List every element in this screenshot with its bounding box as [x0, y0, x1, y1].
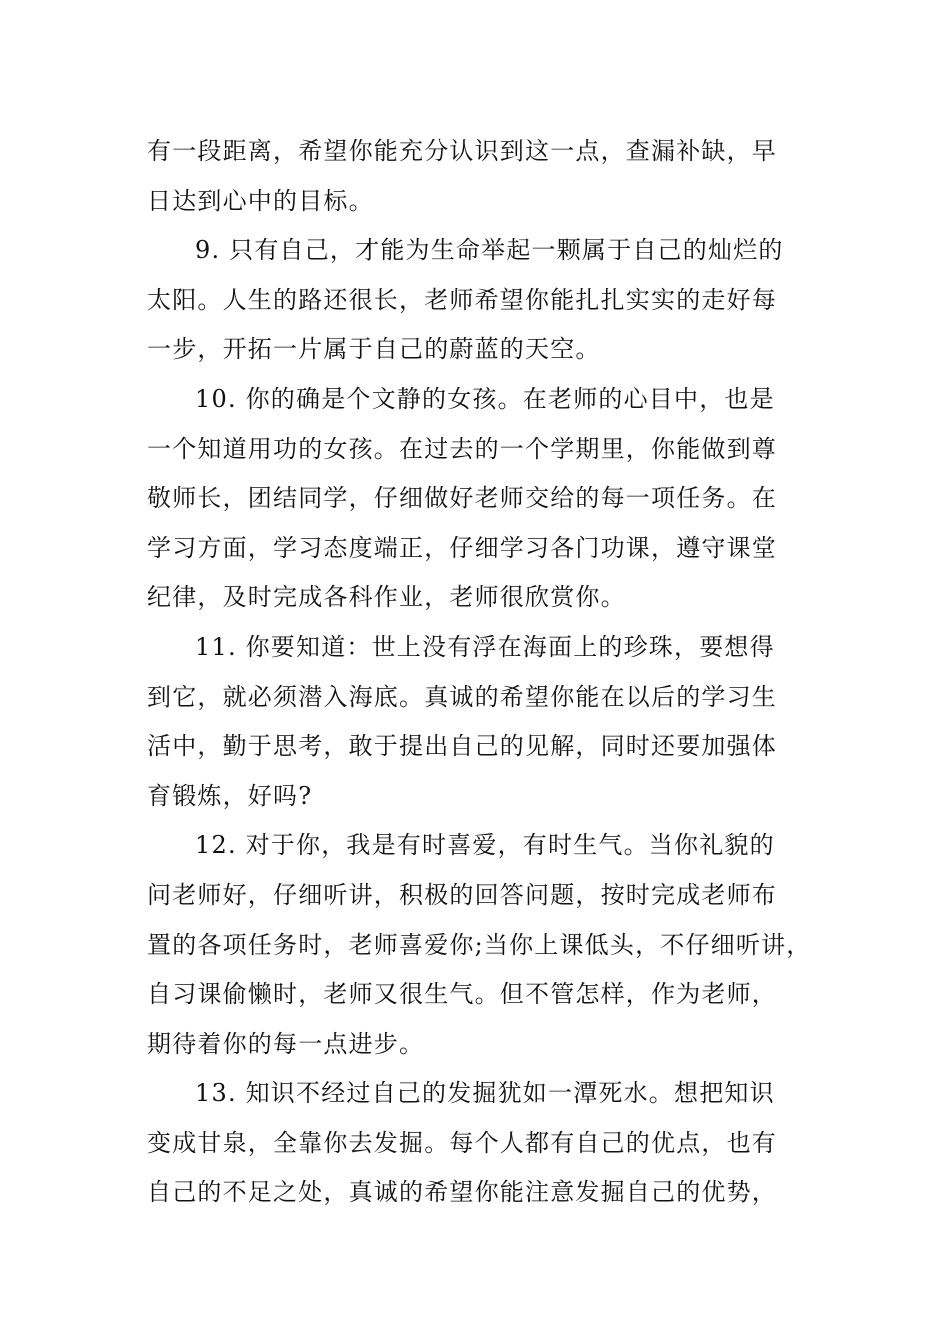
text-line: 学习方面，学习态度端正，仔细学习各门功课，遵守课堂	[147, 533, 777, 562]
text-line: 自习课偷懒时，老师又很生气。但不管怎样，作为老师，	[147, 980, 777, 1009]
text-line: 问老师好，仔细听讲，积极的回答问题，按时完成老师布	[147, 880, 777, 909]
paragraph-first-line: 12. 对于你，我是有时喜爱，有时生气。当你礼貌的	[195, 831, 775, 860]
text-line: 一个知道用功的女孩。在过去的一个学期里，你能做到尊	[147, 434, 777, 463]
text-line: 纪律，及时完成各科作业，老师很欣赏你。	[147, 583, 626, 612]
text-line: 到它，就必须潜入海底。真诚的希望你能在以后的学习生	[147, 682, 777, 711]
text-line: 期待着你的每一点进步。	[147, 1029, 425, 1058]
text-line: 一步，开拓一片属于自己的蔚蓝的天空。	[147, 335, 601, 364]
text-line: 育锻炼，好吗?	[147, 781, 313, 810]
body-text	[147, 127, 817, 1218]
text-line: 变成甘泉，全靠你去发掘。每个人都有自己的优点，也有	[147, 1128, 777, 1157]
paragraph-first-line: 10. 你的确是个文静的女孩。在老师的心目中，也是	[195, 384, 775, 413]
text-line: 敬师长，团结同学，仔细做好老师交给的每一项任务。在	[147, 484, 777, 513]
paragraph-first-line: 13. 知识不经过自己的发掘犹如一潭死水。想把知识	[195, 1079, 775, 1108]
text-line: 置的各项任务时，老师喜爱你;当你上课低头，不仔细听讲，	[147, 930, 812, 959]
paragraph-first-line: 11. 你要知道：世上没有浮在海面上的珍珠，要想得	[195, 632, 775, 661]
text-line: 有一段距离，希望你能充分认识到这一点，查漏补缺，早	[147, 137, 777, 165]
text-line: 太阳。人生的路还很长，老师希望你能扎扎实实的走好每	[147, 285, 777, 314]
text-line: 活中，勤于思考，敢于提出自己的见解，同时还要加强体	[147, 732, 777, 761]
text-line: 自己的不足之处，真诚的希望你能注意发掘自己的优势，	[147, 1178, 777, 1207]
paragraph-first-line: 9. 只有自己，才能为生命举起一颗属于自己的灿烂的	[195, 236, 784, 265]
text-line: 日达到心中的目标。	[147, 186, 374, 215]
